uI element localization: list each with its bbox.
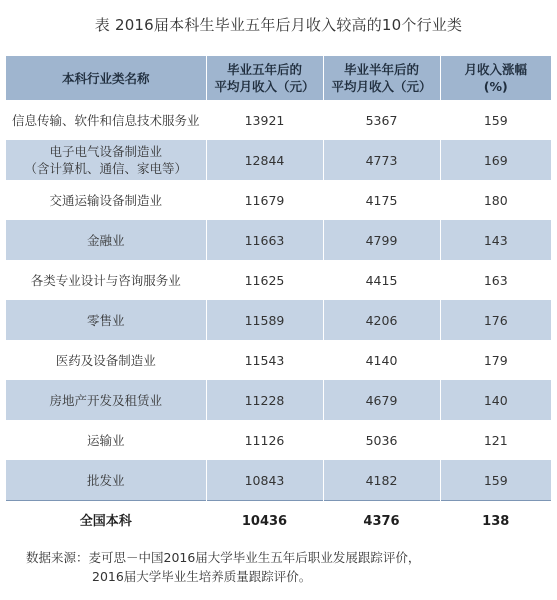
- industry-name-cell: 电子电气设备制造业 （含计算机、通信、家电等）: [6, 140, 206, 180]
- table-row: [6, 260, 551, 300]
- five-year-income-cell: 11589: [206, 300, 323, 340]
- table-row: [6, 460, 551, 501]
- half-year-income-cell: 4206: [323, 300, 440, 340]
- five-year-income-cell: 11228: [206, 380, 323, 420]
- industry-name-cell: 房地产开发及租赁业: [6, 380, 206, 420]
- industry-name-cell: 医药及设备制造业: [6, 340, 206, 380]
- income-growth-cell: 169: [440, 140, 551, 180]
- industry-name-cell: 金融业: [6, 220, 206, 260]
- half-year-income-cell: 5036: [323, 420, 440, 460]
- half-year-income-cell: 4415: [323, 260, 440, 300]
- half-year-income-cell: 4175: [323, 180, 440, 220]
- header-income-growth: 月收入涨幅 (%): [440, 56, 551, 100]
- total-five-year-income-cell: 10436: [206, 501, 323, 542]
- industry-name-cell: 运输业: [6, 420, 206, 460]
- table-total-row: [6, 501, 551, 542]
- half-year-income-cell: 4773: [323, 140, 440, 180]
- industry-name-cell: 信息传输、软件和信息技术服务业: [6, 100, 206, 140]
- industry-name-cell: 各类专业设计与咨询服务业: [6, 260, 206, 300]
- footnote: [26, 548, 420, 586]
- table-row: [6, 220, 551, 260]
- income-table: [6, 56, 551, 541]
- half-year-income-cell: 4679: [323, 380, 440, 420]
- table-row: [6, 380, 551, 420]
- income-growth-cell: 121: [440, 420, 551, 460]
- table-row: [6, 100, 551, 140]
- income-growth-cell: 179: [440, 340, 551, 380]
- half-year-income-cell: 4140: [323, 340, 440, 380]
- footnote-source: 数据来源：麦可思－中国2016届大学毕业生五年后职业发展跟踪评价，: [26, 550, 421, 565]
- five-year-income-cell: 11679: [206, 180, 323, 220]
- income-growth-cell: 163: [440, 260, 551, 300]
- income-growth-cell: 176: [440, 300, 551, 340]
- income-growth-cell: 143: [440, 220, 551, 260]
- industry-name-cell: 批发业: [6, 460, 206, 501]
- five-year-income-cell: 11625: [206, 260, 323, 300]
- half-year-income-cell: 5367: [323, 100, 440, 140]
- five-year-income-cell: 10843: [206, 460, 323, 501]
- half-year-income-cell: 4799: [323, 220, 440, 260]
- table-header-row: [6, 56, 551, 100]
- total-income-growth-cell: 138: [440, 501, 551, 542]
- five-year-income-cell: 12844: [206, 140, 323, 180]
- industry-name-cell: 交通运输设备制造业: [6, 180, 206, 220]
- header-half-year-income: 毕业半年后的 平均月收入（元）: [323, 56, 440, 100]
- industry-name-cell: 零售业: [6, 300, 206, 340]
- five-year-income-cell: 11126: [206, 420, 323, 460]
- income-growth-cell: 159: [440, 460, 551, 501]
- table-row: [6, 300, 551, 340]
- five-year-income-cell: 13921: [206, 100, 323, 140]
- table-row: [6, 140, 551, 180]
- income-growth-cell: 159: [440, 100, 551, 140]
- five-year-income-cell: 11663: [206, 220, 323, 260]
- header-industry: 本科行业类名称: [6, 56, 206, 100]
- half-year-income-cell: 4182: [323, 460, 440, 501]
- table-row: [6, 340, 551, 380]
- table-row: [6, 420, 551, 460]
- total-half-year-income-cell: 4376: [323, 501, 440, 542]
- table-body: [6, 100, 551, 541]
- total-name-cell: 全国本科: [6, 501, 206, 542]
- income-growth-cell: 140: [440, 380, 551, 420]
- footnote-source-continued: 2016届大学毕业生培养质量跟踪评价。: [92, 569, 312, 584]
- income-growth-cell: 180: [440, 180, 551, 220]
- table-row: [6, 180, 551, 220]
- five-year-income-cell: 11543: [206, 340, 323, 380]
- header-five-year-income: 毕业五年后的 平均月收入（元）: [206, 56, 323, 100]
- table-title: 表 2016届本科生毕业五年后月收入较高的10个行业类: [94, 16, 463, 34]
